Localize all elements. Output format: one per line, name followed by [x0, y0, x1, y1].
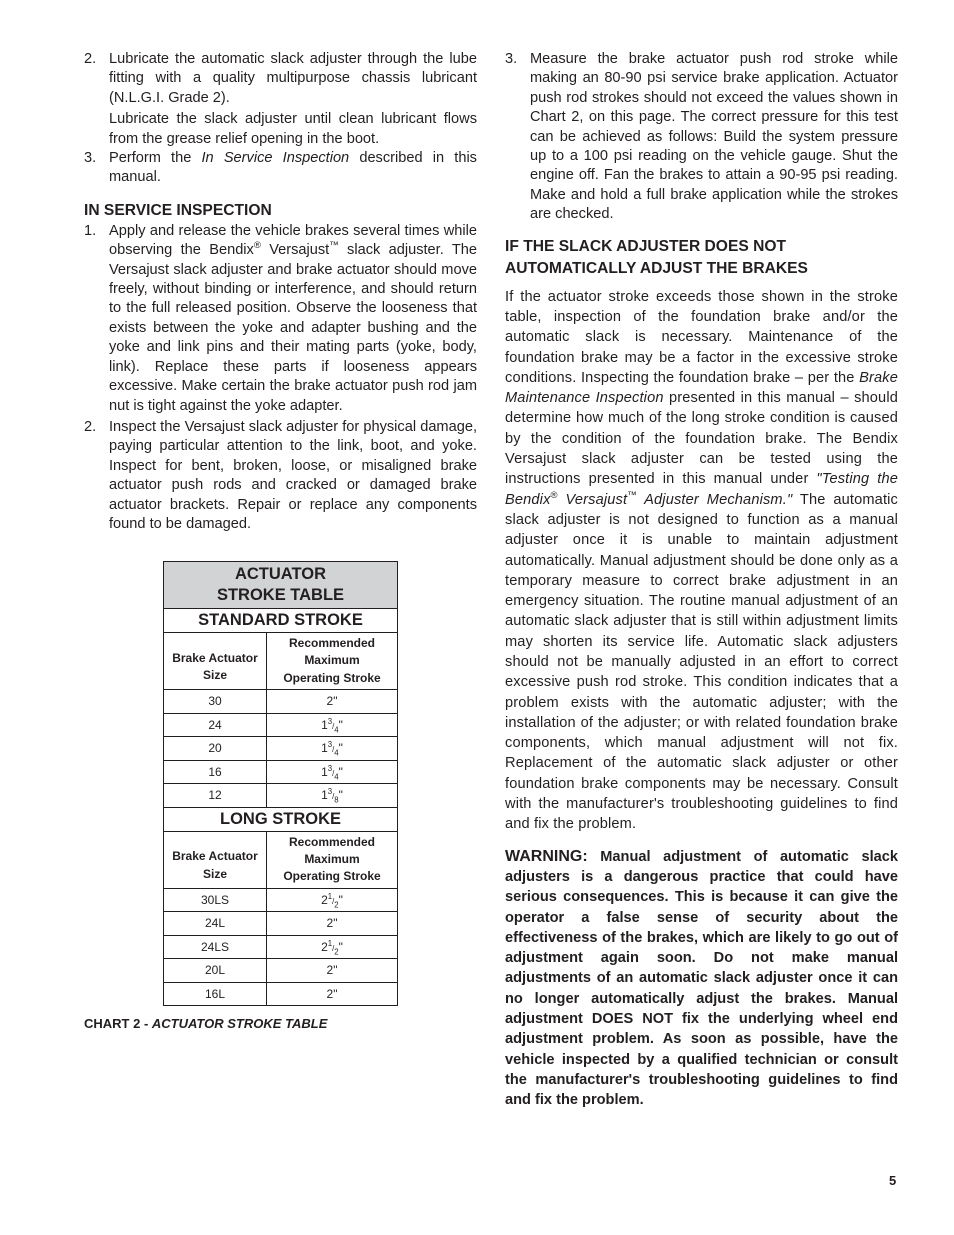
- not-adjust-paragraph: If the actuator stroke exceeds those shown in the stroke table, inspection of the foundation brake and/or the automatic slack is necessary. Maintenance of the foundation brake may be a factor in the excessive stroke conditions. Inspecting the foundation brake – per the Brake Maintenance Inspection presented in this manual – should determine how much of the long stroke condition is caused by the condition of the foundation brake. The Bendix Versajust slack adjuster can be tested using the instructions presented in this manual under "Testing the Bendix® Versajust™ Adjuster Mechanism." The automatic slack adjuster is not designed to function as a manual adjuster once it is unable to maintain adjustment automatically. Manual adjustment should be done only as a temporary measure to correct brake adjustment in an emergency situation. The routine manual adjustment of an automatic slack adjuster that is still within adjustment limits may shorten its service life. Automatic slack adjusters should not be manually adjusted in an effort to correct excessive push rod stroke. This condition indicates that a problem exists with the automatic adjuster; with the installation of the adjuster; or with related foundation brake components, which manual adjustment will not fix. Replacement of the automatic slack adjuster or other foundation brake components may be necessary. Consult with the manufacturer's troubleshooting guidelines to find and fix the problem.: [505, 288, 898, 833]
- operating-stroke-cell: 2": [267, 982, 398, 1006]
- operating-stroke-cell: $1^3/_4$": [267, 713, 398, 737]
- list-text: Inspect the Versajust slack adjuster for physical damage, paying particular attention to the link, boot, and yoke. Inspect for bent, broken, loose, or misaligned brake actuator push rods and cracked or damaged brake actuator brackets. Repair or replace any components found to be damaged.: [109, 418, 477, 532]
- trademark-mark: ™: [329, 240, 339, 252]
- list-text: Measure the brake actuator push rod stroke while making an 80-90 psi service brake application. Actuator push rod strokes should not exceed the values shown in Chart 2, on this page. The correct pressure for this test can be achieved as follows: Build the system pressure up to a 100 psi reading on the vehicle gauge. Shut the engine off. Fan the brakes to attain a 90-95 psi reading. Make and hold a full brake application while the strokes are checked.: [530, 51, 898, 223]
- table-row: [164, 760, 398, 784]
- table-header-row: [164, 633, 398, 690]
- list-text-pre: Perform the: [109, 150, 202, 167]
- operating-stroke-cell: $2^1/_2$": [267, 888, 398, 912]
- section-heading-in-service: IN SERVICE INSPECTION: [84, 201, 272, 219]
- operating-stroke-cell: 2": [267, 690, 398, 714]
- left-column: [84, 50, 477, 534]
- standard-stroke-rows: [164, 690, 398, 808]
- long-stroke-heading: LONG STROKE: [164, 807, 398, 831]
- actuator-size-cell: 16L: [164, 982, 267, 1006]
- table-row: [164, 935, 398, 959]
- list-text-pre: Apply and release the vehicle brakes several times while observing the Bendix: [109, 222, 477, 259]
- actuator-stroke-table: [163, 561, 398, 1006]
- column-header-size: Brake Actuator Size: [164, 831, 267, 888]
- column-header-stroke: Recommended Maximum Operating Stroke: [267, 831, 398, 888]
- actuator-size-cell: 24: [164, 713, 267, 737]
- list-item-perform: [84, 149, 477, 188]
- page-number: 5: [889, 1173, 897, 1188]
- table-row: [164, 982, 398, 1006]
- list-text-post: slack adjuster. The Versajust slack adjuster and brake actuator should move freely, without binding or interference, and should return to the full released position. Observe the looseness that exists between the yoke and adapter bushing and the yoke and link pins and their mating parts (yoke, body, link). Replace these parts if looseness appears excessive. Make certain the brake actuator push rod jam nut is tight against the yoke adapter.: [109, 242, 477, 414]
- table-row: [164, 888, 398, 912]
- long-stroke-rows: [164, 888, 398, 1006]
- list-number: 3.: [84, 150, 97, 167]
- list-item-lubricate: [84, 50, 477, 108]
- actuator-size-cell: 16: [164, 760, 267, 784]
- list-number: 3.: [505, 51, 518, 67]
- list-number: 2.: [84, 51, 97, 67]
- warning-text: Manual adjustment of automatic slack adjusters is a dangerous practice that could have serious consequences. This is because it can give the operator a false sense of security about the effectiveness of the brakes, which are likely to go out of adjustment again soon. Do not make manual adjustments of an automatic slack adjuster once it can no longer automatically adjust the brakes. Manual adjustment DOES NOT fix the underlying wheel end adjustment problem. As soon as possible, have the vehicle inspected by a qualified technician or consult the manufacturer's troubleshooting guidelines to find and fix the problem.: [505, 848, 898, 1109]
- table-row: [164, 713, 398, 737]
- table-row: [164, 690, 398, 714]
- actuator-size-cell: 12: [164, 784, 267, 808]
- actuator-size-cell: 30: [164, 690, 267, 714]
- registered-mark: ®: [253, 240, 261, 252]
- operating-stroke-cell: $2^1/_2$": [267, 935, 398, 959]
- list-number: 1.: [84, 222, 97, 239]
- table-header-row: [164, 831, 398, 888]
- operating-stroke-cell: 2": [267, 959, 398, 983]
- operating-stroke-cell: 2": [267, 912, 398, 936]
- warning-paragraph: [505, 847, 898, 1111]
- column-header-stroke: Recommended Maximum Operating Stroke: [267, 633, 398, 690]
- actuator-size-cell: 20L: [164, 959, 267, 983]
- list-text: Lubricate the automatic slack adjuster through the lube fitting with a quality multipurpose chassis lubricant (N.L.G.I. Grade 2).: [109, 51, 477, 106]
- table-row: [164, 912, 398, 936]
- actuator-size-cell: 24LS: [164, 935, 267, 959]
- list-item-apply-release: [84, 222, 477, 416]
- operating-stroke-cell: $1^3/_4$": [267, 737, 398, 761]
- operating-stroke-cell: $1^3/_8$": [267, 784, 398, 808]
- actuator-size-cell: 24L: [164, 912, 267, 936]
- table-row: [164, 784, 398, 808]
- list-text-emphasis: In Service Inspection: [201, 150, 350, 167]
- trademark-mark: ™: [627, 489, 637, 501]
- registered-mark: ®: [550, 489, 558, 501]
- list-text-post: described in this manual.: [109, 150, 477, 186]
- list-item-measure-stroke: [505, 50, 898, 225]
- actuator-size-cell: 20: [164, 737, 267, 761]
- standard-stroke-heading: STANDARD STROKE: [164, 609, 398, 633]
- operating-stroke-cell: $1^3/_4$": [267, 760, 398, 784]
- actuator-size-cell: 30LS: [164, 888, 267, 912]
- column-header-size: Brake Actuator Size: [164, 633, 267, 690]
- list-number: 2.: [84, 418, 97, 435]
- right-column: [505, 50, 898, 1111]
- list-subparagraph: Lubricate the slack adjuster until clean lubricant flows from the grease relief opening in the boot.: [109, 111, 477, 147]
- list-text-mid: Versajust: [260, 242, 330, 259]
- chart-caption: CHART 2 - ACTUATOR STROKE TABLE: [84, 1016, 328, 1031]
- table-row: [164, 737, 398, 761]
- section-heading-not-adjust: IF THE SLACK ADJUSTER DOES NOT AUTOMATICALLY ADJUST THE BRAKES: [505, 237, 808, 277]
- warning-label: WARNING:: [505, 847, 588, 865]
- list-item-inspect-damage: [84, 418, 477, 534]
- table-row: [164, 959, 398, 983]
- table-title: ACTUATOR STROKE TABLE: [164, 562, 398, 609]
